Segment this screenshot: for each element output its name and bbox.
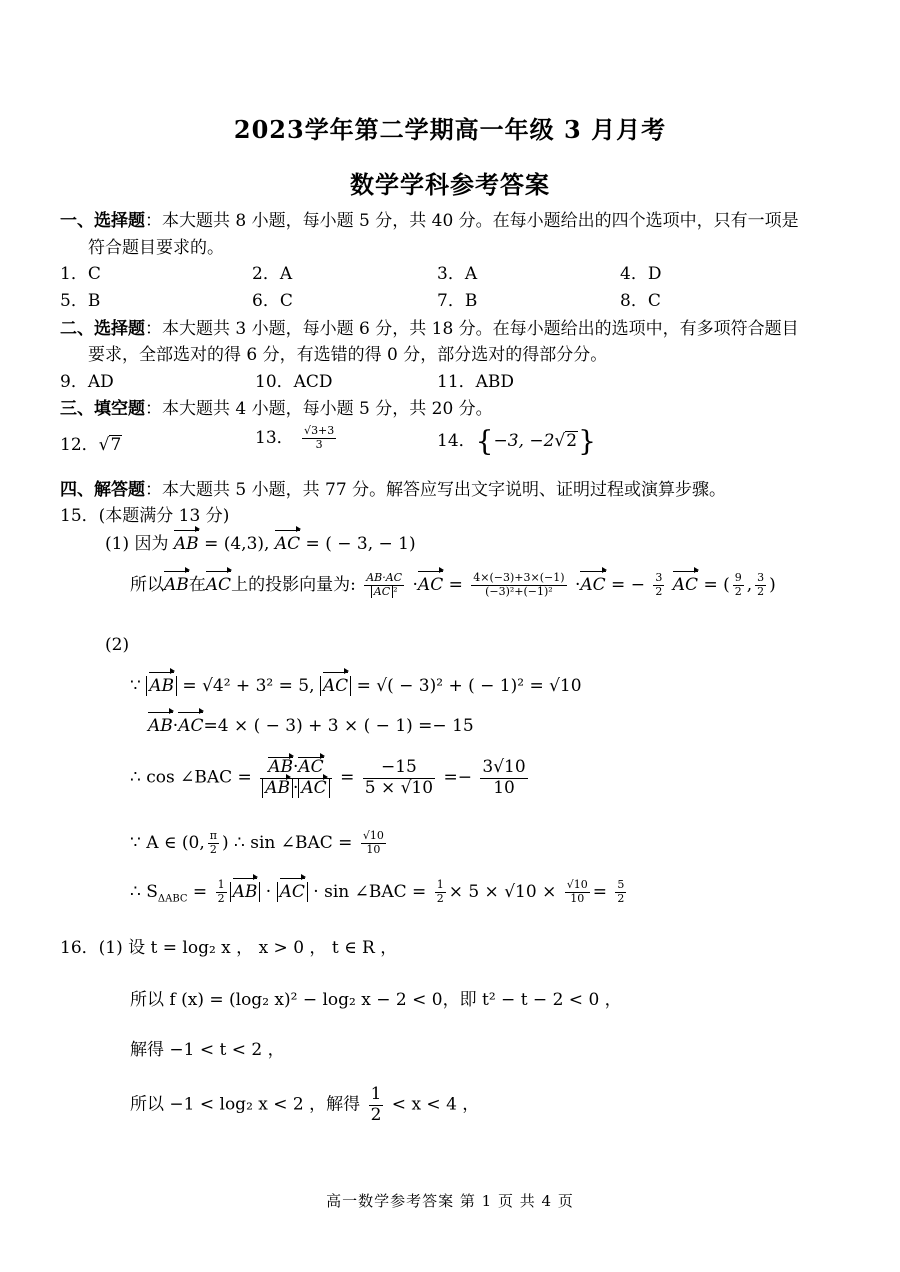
q15-line4	[130, 830, 389, 857]
answer-8: 8．C	[620, 291, 661, 311]
answer-13-numerator: √3+3	[304, 424, 335, 438]
q15-line5-prefix: ∴ S	[130, 882, 158, 902]
vector-ab: AB	[148, 713, 173, 739]
five-halves: $\frac{5}{2}$	[617, 878, 625, 905]
answer-14-sqrt: √2	[554, 431, 578, 451]
answer-13-label: 13．	[255, 428, 294, 448]
proj-coef: $\frac{3}{2}$	[655, 571, 663, 598]
proj-tail: = −	[611, 575, 645, 595]
answer-14-radicand: 2	[566, 431, 578, 451]
section2-intro	[60, 316, 799, 342]
vector-ac: AC	[673, 572, 698, 598]
q15-line1	[130, 673, 582, 699]
section4-desc: ：本大题共 5 小题，共 77 分。解答应写出文字说明、证明过程或演算步骤。	[145, 480, 727, 500]
section4-heading: 四、解答题	[60, 480, 145, 500]
close-brace-icon: }	[578, 424, 596, 458]
q16-line1: 16．(1) 设 t = log₂ x ， x > 0 ， t ∈ R ，	[60, 938, 398, 958]
proj-mid2: 上的投影向量为:	[231, 575, 356, 595]
answer-3: 3．A	[437, 264, 478, 284]
q16-line4	[130, 1085, 479, 1125]
answer-14-label: 14．	[437, 431, 476, 451]
vector-ac: AC	[206, 572, 231, 598]
half-fraction-2: $\frac{1}{2}$	[436, 878, 444, 905]
section3-intro	[60, 396, 493, 422]
proj-result-x: $\frac{9}{2}$	[734, 571, 742, 598]
answer-13-fraction	[302, 425, 336, 451]
q15-part2-label: (2)	[105, 635, 130, 655]
answer-7: 7．B	[437, 291, 478, 311]
section2-desc: ：本大题共 3 小题，每小题 6 分，共 18 分。在每小题给出的选项中，有多项符合题目	[145, 319, 799, 339]
section4-intro	[60, 477, 726, 503]
answer-12-value: √7	[98, 435, 122, 455]
cos-frac3-num: 3√10	[482, 757, 526, 777]
page-footer: 高一数学参考答案 第 1 页 共 4 页	[326, 1192, 574, 1210]
one-half: $\frac{1}{2}$	[370, 1084, 382, 1125]
q15-line4-mid: ) ∴ sin ∠BAC =	[221, 833, 353, 853]
answer-2: 2．A	[252, 264, 293, 284]
q15-part1-label: (1) 因为	[105, 534, 169, 554]
section3-desc: ：本大题共 4 小题，每小题 5 分，共 20 分。	[145, 399, 493, 419]
q15-line2: AB·AC=4 × ( − 3) + 3 × ( − 1) =− 15	[148, 713, 474, 739]
proj-dot: ·AC =	[413, 575, 463, 595]
q15-part1	[105, 531, 416, 557]
vector-ab: AB	[174, 531, 199, 557]
section2-heading: 二、选择题	[60, 319, 145, 339]
page-title: 2023学年第二学期高一年级 3 月月考	[233, 115, 667, 144]
q15-line4-prefix: ∵ A ∈ (0,	[130, 833, 205, 853]
answer-14-value-a: −3, −2	[493, 431, 555, 451]
q15-line3-prefix: ∴ cos ∠BAC =	[130, 767, 252, 788]
q15-header: 15．(本题满分 13 分)	[60, 506, 230, 526]
vector-ac: AC	[275, 531, 300, 557]
proj-result-prefix: = (	[703, 575, 730, 595]
answer-13-denominator: 3	[315, 438, 323, 451]
q15-part1-eq: = (4,3),	[204, 534, 270, 554]
abs-ac: AC	[320, 676, 351, 696]
answer-14	[437, 424, 596, 458]
proj-frac1-num: AB·AC	[366, 571, 403, 585]
q16-line4-b: < x < 4 ，	[391, 1094, 480, 1115]
q15-projection: 所以AB在AC上的投影向量为: $\frac{AB\cdot AC}{\text{AC ²}}$ ·AC = $\frac{4\times(-3)+3\times(-1)}{\text{(−3)²+(−1)²}}$ ·AC = − $\frac{3}{2}$ AC = ( $\frac{9}{2}$ , $\frac{3}{2}$ )	[130, 571, 776, 598]
q15-line1-c: = √( − 3)² + ( − 1)² = √10	[356, 676, 582, 696]
section1-desc-2: 符合题目要求的。	[88, 238, 224, 258]
cos-fraction-3	[480, 758, 527, 798]
q15-part1-eq2: = ( − 3, − 1)	[305, 534, 416, 554]
q15-line1-b: = √4² + 3² = 5,	[182, 676, 315, 696]
proj-prefix: 所以	[130, 575, 164, 595]
proj-mid: 在	[188, 575, 206, 595]
section1-heading: 一、选择题	[60, 211, 145, 231]
q16-line3: 解得 −1 < t < 2 ，	[130, 1040, 285, 1060]
answer-13-num-text: 3+3	[311, 424, 335, 438]
section1-desc: ：本大题共 8 小题，每小题 5 分，共 40 分。在每小题给出的四个选项中，只有一项是	[145, 211, 799, 231]
q16-line4-a: 所以 −1 < log₂ x < 2 ，解得	[130, 1094, 361, 1115]
answer-5: 5．B	[60, 291, 101, 311]
proj-frac2-num: 4×(−3)+3×(−1)	[473, 571, 565, 585]
abs-ab: AB	[146, 676, 177, 696]
answer-12	[60, 432, 122, 458]
section2-desc-2: 要求，全部选对的得 6 分，有选错的得 0 分，部分选对的得部分分。	[88, 345, 608, 365]
answer-12-radicand: 7	[110, 435, 122, 455]
q15-line5-tail: · sin ∠BAC =	[313, 882, 427, 902]
sin-fraction: $\frac{√10}{10}$	[362, 829, 384, 856]
cos-frac2-num: −15	[363, 758, 435, 779]
vector-ac: AC	[178, 713, 203, 739]
proj-fraction-2	[471, 572, 566, 598]
section3-heading: 三、填空题	[60, 399, 145, 419]
cos-frac2-den: 5 × √10	[364, 777, 434, 798]
page-subtitle: 数学学科参考答案	[350, 170, 550, 199]
pi-over-2: $\frac{\pi}{2}$	[209, 829, 217, 856]
section1-intro	[60, 208, 799, 234]
proj-dot2: ·AC	[575, 575, 606, 595]
q15-line5-sub: ΔABC	[157, 893, 188, 905]
answer-12-label: 12．	[60, 435, 99, 455]
answer-4: 4．D	[620, 264, 662, 284]
answer-11: 11．ABD	[437, 372, 515, 392]
q15-line2-text: =4 × ( − 3) + 3 × ( − 1) =− 15	[203, 716, 474, 736]
half-fraction: $\frac{1}{2}$	[217, 878, 225, 905]
proj-frac2-den: (−3)²+(−1)²	[485, 585, 553, 598]
answer-10: 10．ACD	[255, 372, 333, 392]
q15-line3: ∴ cos ∠BAC = $\frac{AB\cdot AC}{AB \cdot AC}$ = $\frac{-15}{5 \times √10}$ =− $\frac{3√10}{10}$	[130, 757, 526, 798]
answer-9: 9．AD	[60, 372, 114, 392]
sqrt10-over-10: $\frac{√10}{10}$	[566, 878, 588, 905]
q16-line2: 所以 f (x) = (log₂ x)² − log₂ x − 2 < 0，即 t² − t − 2 < 0 ，	[130, 990, 622, 1010]
answer-1: 1．C	[60, 264, 101, 284]
proj-fraction-1	[364, 572, 404, 598]
proj-frac1-den: AC ²	[364, 586, 404, 599]
proj-result-y: $\frac{3}{2}$	[757, 571, 765, 598]
open-brace-icon: {	[475, 424, 494, 458]
answer-6: 6．C	[252, 291, 293, 311]
answer-13	[255, 425, 339, 452]
q15-line5: ∴ $S_{\Delta ABC}$ = $\frac{1}{2}$ AB · AC · sin ∠BAC = $\frac{1}{2}$ × 5 × √10 × $\frac{√10}{10}$ = $\frac{5}{2}$	[130, 878, 625, 905]
because-symbol: ∵	[130, 676, 141, 696]
cos-frac3-den: 10	[493, 777, 515, 798]
vector-ab: AB	[164, 572, 189, 598]
cos-fraction-2	[363, 758, 435, 798]
cos-fraction-1: $\frac{AB\cdot AC}{AB \cdot AC}$	[260, 758, 331, 798]
